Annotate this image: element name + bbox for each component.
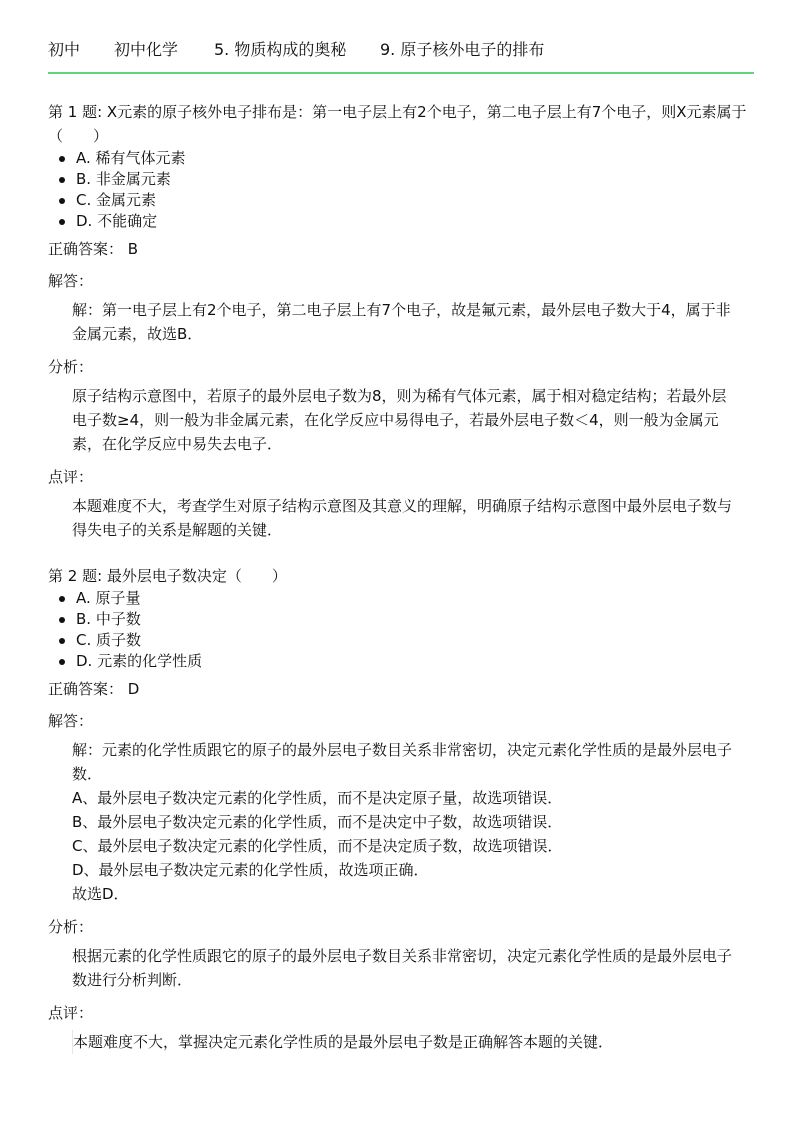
correct-answer (48, 678, 754, 700)
answer-value: B (127, 240, 139, 258)
question-1 (48, 100, 754, 542)
comment-label: 点评： (48, 1004, 94, 1022)
correct-answer (48, 238, 754, 260)
breadcrumb-item[interactable]: 5. 物质构成的奥秘 (214, 40, 347, 59)
analysis-line: 根据元素的化学性质跟它的原子的最外层电子数目关系非常密切，决定元素化学性质的是最外层电子数进行分析判断． (72, 947, 733, 989)
question-title: 第 1 题: X元素的原子核外电子排布是：第一电子层上有2个电子，第二电子层上有7个电子，则X元素属于（ ） (48, 103, 747, 145)
option-b: B. 非金属元素 (76, 169, 754, 190)
solution-line: D、最外层电子数决定元素的化学性质，故选项正确． (72, 861, 429, 879)
analysis-label: 分析： (48, 358, 94, 376)
analysis-text (72, 944, 732, 992)
analysis-line: 原子结构示意图中，若原子的最外层电子数为8，则为稀有气体元素，属于相对稳定结构；若最外层电子数≥4，则一般为非金属元素，在化学反应中易得电子，若最外层电子数＜4，则一般为金属元素，在化学反应中易失去电子． (72, 387, 727, 453)
option-list (48, 148, 754, 232)
breadcrumb-item[interactable]: 9. 原子核外电子的排布 (380, 40, 545, 59)
solution-text (72, 738, 732, 906)
solution-line: A、最外层电子数决定元素的化学性质，而不是决定原子量，故选项错误． (72, 789, 563, 807)
breadcrumb-item[interactable]: 初中化学 (114, 40, 179, 59)
solution-label: 解答： (48, 712, 94, 730)
option-d: D. 元素的化学性质 (76, 651, 754, 672)
breadcrumb-item[interactable]: 初中 (48, 40, 81, 59)
option-list (48, 588, 754, 672)
answer-value: D (127, 680, 140, 698)
analysis-text (72, 384, 732, 456)
breadcrumb (48, 38, 754, 74)
option-c: C. 金属元素 (76, 190, 754, 211)
solution-text (72, 298, 732, 346)
option-d: D. 不能确定 (76, 211, 754, 232)
option-a: A. 稀有气体元素 (76, 148, 754, 169)
comment-label: 点评： (48, 468, 94, 486)
answer-label: 正确答案： (48, 240, 124, 258)
analysis-label: 分析： (48, 918, 94, 936)
comment-text (72, 494, 732, 542)
question-title: 第 2 题: 最外层电子数决定（ ） (48, 567, 287, 585)
option-b: B. 中子数 (76, 609, 754, 630)
question-list (48, 100, 754, 1054)
solution-line: 解：第一电子层上有2个电子，第二电子层上有7个电子，故是氟元素，最外层电子数大于4，属于非金属元素，故选B． (72, 301, 731, 343)
option-a: A. 原子量 (76, 588, 754, 609)
option-c: C. 质子数 (76, 630, 754, 651)
solution-line: B、最外层电子数决定元素的化学性质，而不是决定中子数，故选项错误． (72, 813, 563, 831)
solution-label: 解答： (48, 272, 94, 290)
solution-line: 解：元素的化学性质跟它的原子的最外层电子数目关系非常密切，决定元素化学性质的是最外层电子数． (72, 741, 733, 783)
question-spacer (48, 542, 754, 564)
question-2 (48, 564, 754, 1054)
comment-line: 本题难度不大，掌握决定元素化学性质的是最外层电子数是正确解答本题的关键． (73, 1033, 614, 1051)
comment-text (72, 1030, 733, 1054)
comment-line: 本题难度不大，考查学生对原子结构示意图及其意义的理解，明确原子结构示意图中最外层电子数与得失电子的关系是解题的关键． (72, 497, 733, 539)
solution-line: 故选D． (72, 885, 129, 903)
solution-line: C、最外层电子数决定元素的化学性质，而不是决定质子数，故选项错误． (72, 837, 563, 855)
answer-label: 正确答案： (48, 680, 124, 698)
